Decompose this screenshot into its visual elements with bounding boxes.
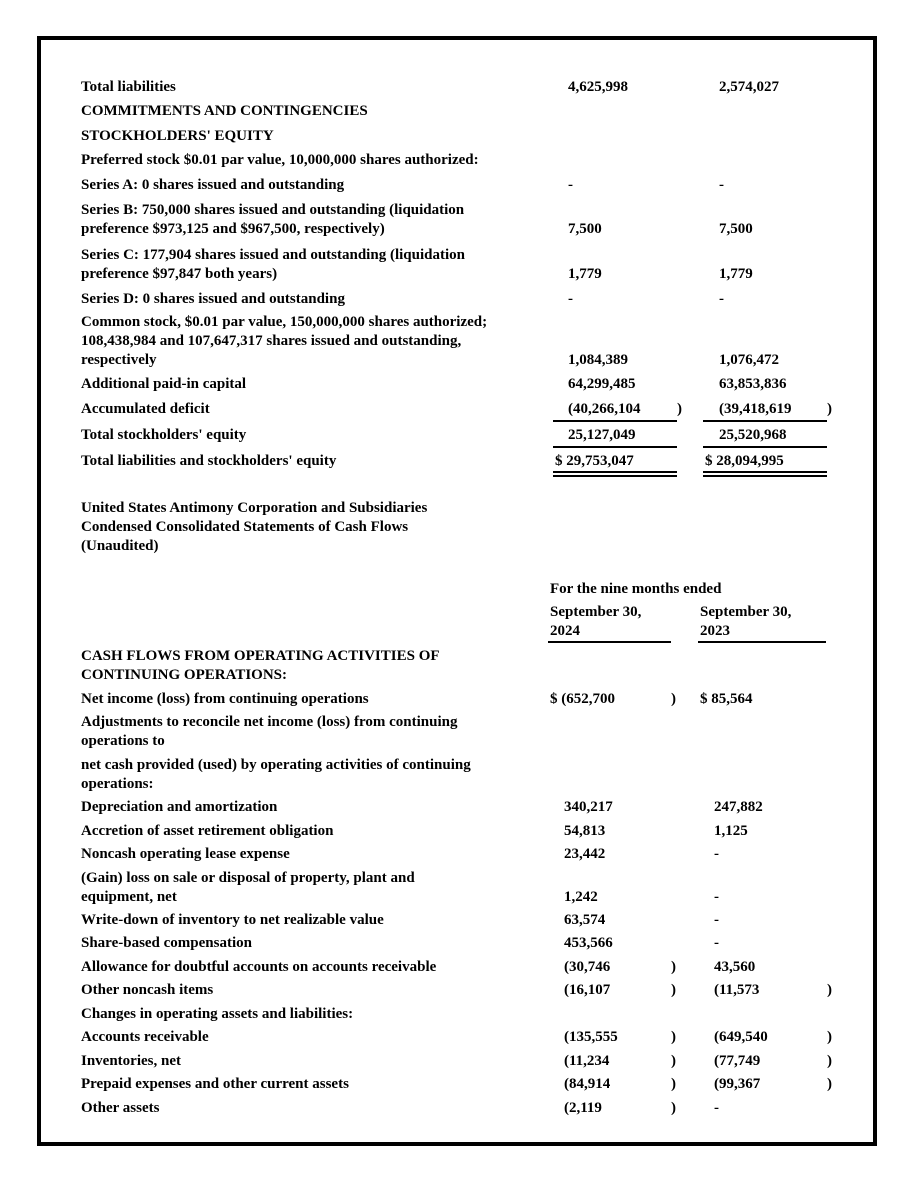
apic-2023: 63,853,836 bbox=[719, 376, 787, 392]
total-liabilities-label: Total liabilities bbox=[81, 79, 176, 95]
cf-row-label: Depreciation and amortization bbox=[81, 799, 278, 815]
cf-row-2023: 43,560 bbox=[714, 959, 756, 975]
col1-header-1: September 30, bbox=[550, 604, 642, 620]
cf-row-2023: (11,573 bbox=[714, 982, 760, 998]
deficit-underline-2024 bbox=[553, 420, 677, 422]
deficit-label: Accumulated deficit bbox=[81, 401, 210, 417]
common-stock-2024: 1,084,389 bbox=[568, 352, 628, 368]
cf-row-2024: (30,746 bbox=[564, 959, 611, 975]
series-c-2023: 1,779 bbox=[719, 266, 753, 282]
common-stock-label-1: Common stock, $0.01 par value, 150,000,000 shares authorized; bbox=[81, 314, 488, 330]
total-equity-2024: 25,127,049 bbox=[568, 427, 636, 443]
cf-row-2024: (2,119 bbox=[564, 1100, 602, 1116]
total-le-double-underline-2023 bbox=[703, 471, 827, 477]
apic-2024: 64,299,485 bbox=[568, 376, 636, 392]
cf-row-label: Allowance for doubtful accounts on accounts receivable bbox=[81, 959, 437, 975]
series-c-label-1: Series C: 177,904 shares issued and outstanding (liquidation bbox=[81, 247, 465, 263]
cf-row-2023: - bbox=[714, 1100, 719, 1116]
cf-row-2023: 1,125 bbox=[714, 823, 748, 839]
statement-company: United States Antimony Corporation and Subsidiaries bbox=[81, 500, 428, 516]
cf-row-2024-paren: ) bbox=[671, 1053, 676, 1069]
cf-row-2024: 54,813 bbox=[564, 823, 606, 839]
cf-row-2023: 247,882 bbox=[714, 799, 763, 815]
cf-row-2024-paren: ) bbox=[671, 982, 676, 998]
cf-row-label: Noncash operating lease expense bbox=[81, 846, 290, 862]
apic-label: Additional paid-in capital bbox=[81, 376, 247, 392]
cf-row-2024: (84,914 bbox=[564, 1076, 611, 1092]
ops-heading-1: CASH FLOWS FROM OPERATING ACTIVITIES OF bbox=[81, 648, 440, 664]
cf-row-2024-paren: ) bbox=[671, 1076, 676, 1092]
cf-row-2023-paren: ) bbox=[827, 1029, 832, 1045]
series-c-2024: 1,779 bbox=[568, 266, 602, 282]
cf-row-label: Other noncash items bbox=[81, 982, 214, 998]
col2-header-2: 2023 bbox=[700, 623, 730, 639]
cf-row-2024: 23,442 bbox=[564, 846, 606, 862]
cf-row-label: Write-down of inventory to net realizable value bbox=[81, 912, 384, 928]
cf-row-2023-paren: ) bbox=[827, 1076, 832, 1092]
col2-header-1: September 30, bbox=[700, 604, 792, 620]
deficit-2023-paren: ) bbox=[827, 401, 832, 417]
series-b-label-2: preference $973,125 and $967,500, respectively) bbox=[81, 221, 385, 237]
cf-row-2024: (11,234 bbox=[564, 1053, 610, 1069]
total-le-label: Total liabilities and stockholders' equity bbox=[81, 453, 337, 469]
cf-row-2023: - bbox=[714, 912, 719, 928]
total-liabilities-2024: 4,625,998 bbox=[568, 79, 628, 95]
col1-header-2: 2024 bbox=[550, 623, 580, 639]
common-stock-2023: 1,076,472 bbox=[719, 352, 779, 368]
series-d-label: Series D: 0 shares issued and outstanding bbox=[81, 291, 345, 307]
net-income-2024-paren: ) bbox=[671, 691, 676, 707]
gain-loss-2024: 1,242 bbox=[564, 889, 598, 905]
series-b-2024: 7,500 bbox=[568, 221, 602, 237]
cf-row-2024: 63,574 bbox=[564, 912, 606, 928]
adjustments-label-2: operations to bbox=[81, 733, 165, 749]
total-le-2024: $ 29,753,047 bbox=[555, 453, 634, 469]
cf-row-label: Other assets bbox=[81, 1100, 160, 1116]
gain-loss-label-1: (Gain) loss on sale or disposal of property, plant and bbox=[81, 870, 415, 886]
total-equity-label: Total stockholders' equity bbox=[81, 427, 247, 443]
cf-row-label: Accounts receivable bbox=[81, 1029, 209, 1045]
statement-subtitle: (Unaudited) bbox=[81, 538, 159, 554]
net-income-label: Net income (loss) from continuing operations bbox=[81, 691, 369, 707]
cf-row-2024-paren: ) bbox=[671, 1029, 676, 1045]
common-stock-label-2: 108,438,984 and 107,647,317 shares issued and outstanding, bbox=[81, 333, 462, 349]
series-b-label-1: Series B: 750,000 shares issued and outstanding (liquidation bbox=[81, 202, 465, 218]
cf-row-2024: 340,217 bbox=[564, 799, 613, 815]
cf-row-label: Prepaid expenses and other current assets bbox=[81, 1076, 349, 1092]
commitments-heading: COMMITMENTS AND CONTINGENCIES bbox=[81, 103, 368, 119]
adjustments-label-4: operations: bbox=[81, 776, 154, 792]
series-d-2023: - bbox=[719, 291, 724, 307]
series-a-2024: - bbox=[568, 177, 573, 193]
cf-row-2023: (99,367 bbox=[714, 1076, 761, 1092]
cf-row-2024: (16,107 bbox=[564, 982, 611, 998]
series-b-2023: 7,500 bbox=[719, 221, 753, 237]
cf-row-2023: - bbox=[714, 935, 719, 951]
statement-title: Condensed Consolidated Statements of Cash Flows bbox=[81, 519, 409, 535]
cf-row-2024-paren: ) bbox=[671, 959, 676, 975]
total-liabilities-2023: 2,574,027 bbox=[719, 79, 779, 95]
cf-row-2024: 453,566 bbox=[564, 935, 613, 951]
total-le-2023: $ 28,094,995 bbox=[705, 453, 784, 469]
common-stock-label-3: respectively bbox=[81, 352, 157, 368]
deficit-2024-paren: ) bbox=[677, 401, 682, 417]
cf-row-label: Share-based compensation bbox=[81, 935, 252, 951]
equity-underline-2023 bbox=[703, 446, 827, 448]
ops-heading-2: CONTINUING OPERATIONS: bbox=[81, 667, 287, 683]
adjustments-label-1: Adjustments to reconcile net income (loss) from continuing bbox=[81, 714, 458, 730]
deficit-2023: (39,418,619 bbox=[719, 401, 792, 417]
cf-row-2024: (135,555 bbox=[564, 1029, 618, 1045]
cf-row-2024-paren: ) bbox=[671, 1100, 676, 1116]
series-a-2023: - bbox=[719, 177, 724, 193]
gain-loss-2023: - bbox=[714, 889, 719, 905]
total-le-double-underline-2024 bbox=[553, 471, 677, 477]
net-income-2024: $ (652,700 bbox=[550, 691, 615, 707]
cf-row-label: Accretion of asset retirement obligation bbox=[81, 823, 334, 839]
net-income-2023: $ 85,564 bbox=[700, 691, 753, 707]
cf-row-2023-paren: ) bbox=[827, 1053, 832, 1069]
period-header: For the nine months ended bbox=[550, 581, 722, 597]
cf-row-2023: (77,749 bbox=[714, 1053, 761, 1069]
equity-underline-2024 bbox=[553, 446, 677, 448]
equity-heading: STOCKHOLDERS' EQUITY bbox=[81, 128, 274, 144]
adjustments-label-3: net cash provided (used) by operating activities of continuing bbox=[81, 757, 471, 773]
gain-loss-label-2: equipment, net bbox=[81, 889, 177, 905]
col1-header-underline bbox=[548, 641, 671, 643]
series-d-2024: - bbox=[568, 291, 573, 307]
changes-heading: Changes in operating assets and liabilities: bbox=[81, 1006, 354, 1022]
series-a-label: Series A: 0 shares issued and outstanding bbox=[81, 177, 345, 193]
total-equity-2023: 25,520,968 bbox=[719, 427, 787, 443]
deficit-underline-2023 bbox=[703, 420, 827, 422]
cf-row-label: Inventories, net bbox=[81, 1053, 181, 1069]
cf-row-2023: (649,540 bbox=[714, 1029, 768, 1045]
series-c-label-2: preference $97,847 both years) bbox=[81, 266, 278, 282]
cf-row-2023: - bbox=[714, 846, 719, 862]
cf-row-2023-paren: ) bbox=[827, 982, 832, 998]
deficit-2024: (40,266,104 bbox=[568, 401, 641, 417]
preferred-heading: Preferred stock $0.01 par value, 10,000,000 shares authorized: bbox=[81, 152, 479, 168]
col2-header-underline bbox=[698, 641, 826, 643]
